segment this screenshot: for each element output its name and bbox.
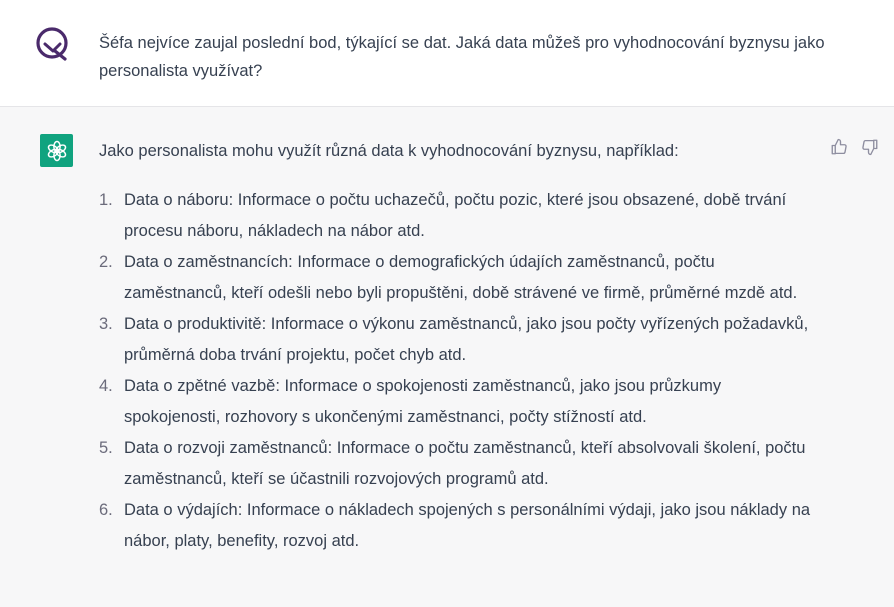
list-item-text: Data o náboru: Informace o počtu uchazečů, počtu pozic, které jsou obsazené, době trvání procesu náboru, nákladech na nábor atd. <box>124 191 787 240</box>
thumbs-up-button[interactable] <box>829 137 849 157</box>
list-item <box>99 247 819 309</box>
list-item-number: 2. <box>99 253 113 271</box>
list-item <box>99 433 819 495</box>
assistant-message-row <box>0 107 894 607</box>
list-item-text: Data o rozvoji zaměstnanců: Informace o počtu zaměstnanců, kteří absolvovali školení, počtu zaměstnanců, kteří se účastnili rozvojových programů atd. <box>124 439 806 488</box>
list-item-text: Data o zaměstnancích: Informace o demografických údajích zaměstnanců, počtu zaměstnanců, kteří odešli nebo byli propuštěni, době strávené ve firmě, průměrné mzdě atd. <box>124 253 798 302</box>
list-item-number: 5. <box>99 439 113 457</box>
list-item-number: 1. <box>99 191 113 209</box>
list-item-text: Data o zpětné vazbě: Informace o spokojenosti zaměstnanců, jako jsou průzkumy spokojenosti, rozhovory s ukončenými zaměstnanci, počty stížností atd. <box>124 377 722 426</box>
list-item-number: 4. <box>99 377 113 395</box>
list-item <box>99 309 819 371</box>
user-logo-icon <box>33 24 73 64</box>
openai-logo-icon <box>40 134 73 167</box>
thumbs-up-icon <box>830 138 848 156</box>
list-item <box>99 495 819 557</box>
list-item-number: 6. <box>99 501 113 519</box>
user-message-row <box>0 0 894 107</box>
thumbs-down-button[interactable] <box>860 137 880 157</box>
assistant-message-content <box>99 136 819 557</box>
list-item-text: Data o výdajích: Informace o nákladech spojených s personálními výdaji, jako jsou náklady na nábor, platy, benefity, rozvoj atd. <box>124 501 811 550</box>
thumbs-down-icon <box>861 138 879 156</box>
user-message-text: Šéfa nejvíce zaujal poslední bod, týkající se dat. Jaká data můžeš pro vyhodnocování byznysu jako personalista využívat? <box>99 34 825 80</box>
list-item-number: 3. <box>99 315 113 333</box>
assistant-list <box>99 185 819 557</box>
list-item <box>99 371 819 433</box>
list-item <box>99 185 819 247</box>
list-item-text: Data o produktivitě: Informace o výkonu zaměstnanců, jako jsou počty vyřízených požadavků, průměrná doba trvání projektu, počet chyb atd. <box>124 315 809 364</box>
assistant-intro: Jako personalista mohu využít různá data k vyhodnocování byznysu, například: <box>99 142 679 160</box>
